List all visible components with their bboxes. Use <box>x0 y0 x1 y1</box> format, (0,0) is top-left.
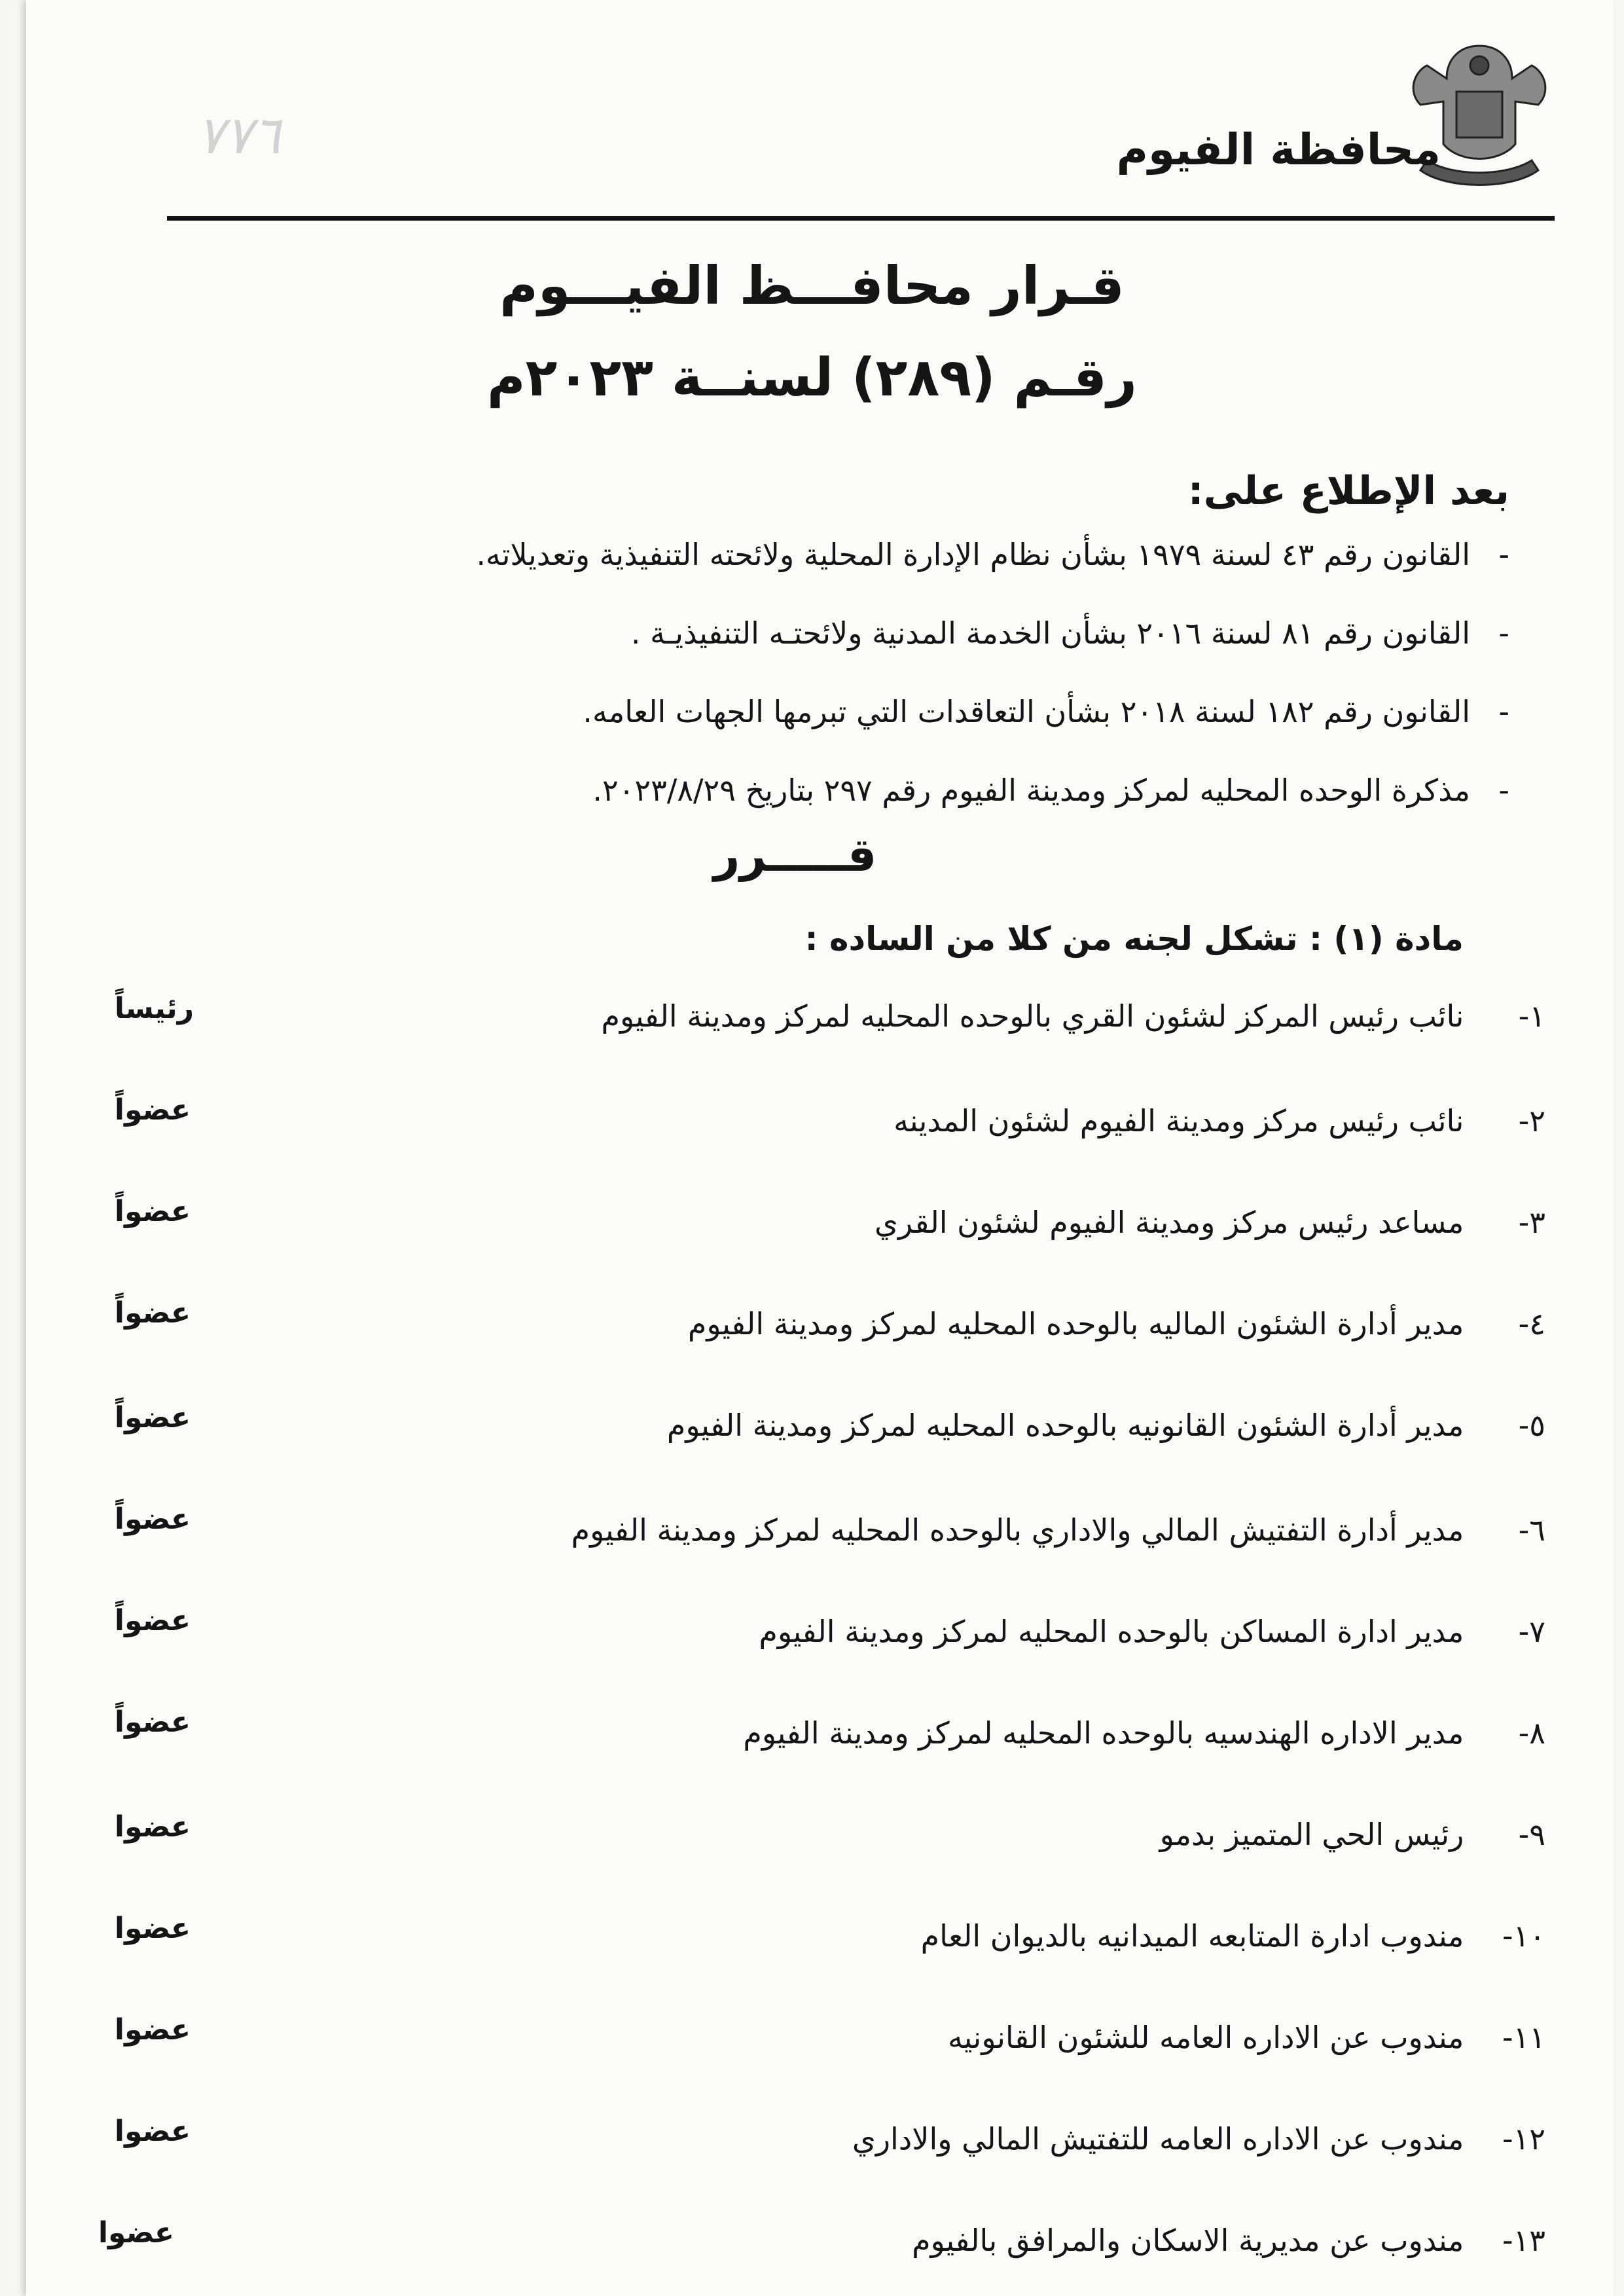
member-role: عضواً <box>115 1296 191 1330</box>
member-role: عضواً <box>115 1705 191 1739</box>
decree-title: قـرار محافـــظ الفيـــوم <box>499 255 1125 316</box>
member-role: رئيساً <box>115 992 194 1025</box>
preamble-item: -القانون رقم ١٨٢ لسنة ٢٠١٨ بشأن التعاقدات التي تبرمها الجهات العامه. <box>583 694 1509 729</box>
handwritten-note: ٧٧٦ <box>196 105 281 166</box>
member-role: عضواً <box>115 1604 191 1637</box>
member-role: عضوا <box>115 2013 191 2047</box>
governorate-name: محافظة الفيوم <box>1116 124 1441 175</box>
member-role: عضواً <box>115 1093 191 1127</box>
preamble-heading: بعد الإطلاع على: <box>1187 468 1509 514</box>
committee-member: ١٣- مندوب عن مديرية الاسكان والمرافق بالفيوم <box>912 2223 1545 2258</box>
member-role: عضواً <box>115 1401 191 1434</box>
committee-member: ٢- نائب رئيس مركز ومدينة الفيوم لشئون المدينه <box>893 1103 1545 1139</box>
preamble-item: -القانون رقم ٨١ لسنة ٢٠١٦ بشأن الخدمة المدنية ولائحتـه التنفيذيـة . <box>630 615 1509 651</box>
committee-member: ٨- مدير الاداره الهندسيه بالوحده المحليه لمركز ومدينة الفيوم <box>743 1715 1545 1751</box>
committee-member: ١٢- مندوب عن الاداره العامه للتفتيش المالي والاداري <box>852 2121 1545 2157</box>
decision-heading: قـــــرر <box>713 828 877 882</box>
committee-member: ١٠- مندوب ادارة المتابعه الميدانيه بالديوان العام <box>920 1918 1545 1954</box>
committee-member: ٩- رئيس الحي المتميز بدمو <box>1159 1817 1545 1852</box>
member-role: عضوا <box>98 2216 175 2250</box>
committee-member: ٤- مدير أدارة الشئون الماليه بالوحده المحليه لمركز ومدينة الفيوم <box>687 1306 1545 1341</box>
decree-number: رقـم (٢٨٩) لسنــة ٢٠٢٣م <box>487 347 1137 408</box>
committee-member: ٧- مدير ادارة المساكن بالوحده المحليه لمركز ومدينة الفيوم <box>759 1614 1545 1649</box>
committee-member: ١- نائب رئيس المركز لشئون القري بالوحده المحليه لمركز ومدينة الفيوم <box>601 998 1545 1034</box>
committee-member: ٣- مساعد رئيس مركز ومدينة الفيوم لشئون القري <box>875 1205 1545 1240</box>
member-role: عضوا <box>115 1810 191 1844</box>
preamble-item: -مذكرة الوحده المحليه لمركز ومدينة الفيوم رقم ٢٩٧ بتاريخ ٢٠٢٣/٨/٢٩. <box>592 773 1509 808</box>
article-1-heading: مادة (١) : تشكل لجنه من كلا من الساده : <box>804 920 1464 958</box>
preamble-item: -القانون رقم ٤٣ لسنة ١٩٧٩ بشأن نظام الإدارة المحلية ولائحته التنفيذية وتعديلاته. <box>476 537 1509 572</box>
committee-member: ٥- مدير أدارة الشئون القانونيه بالوحده المحليه لمركز ومدينة الفيوم <box>666 1408 1545 1443</box>
eagle-emblem-icon <box>1381 20 1578 203</box>
member-role: عضوا <box>115 2115 191 2148</box>
committee-member: ١١- مندوب عن الاداره العامه للشئون القانونيه <box>948 2020 1545 2055</box>
member-role: عضوا <box>115 1912 191 1945</box>
header-divider <box>167 216 1555 221</box>
member-role: عضواً <box>115 1195 191 1228</box>
member-role: عضواً <box>115 1503 191 1536</box>
committee-member: ٦- مدير أدارة التفتيش المالي والاداري بالوحده المحليه لمركز ومدينة الفيوم <box>571 1512 1545 1548</box>
